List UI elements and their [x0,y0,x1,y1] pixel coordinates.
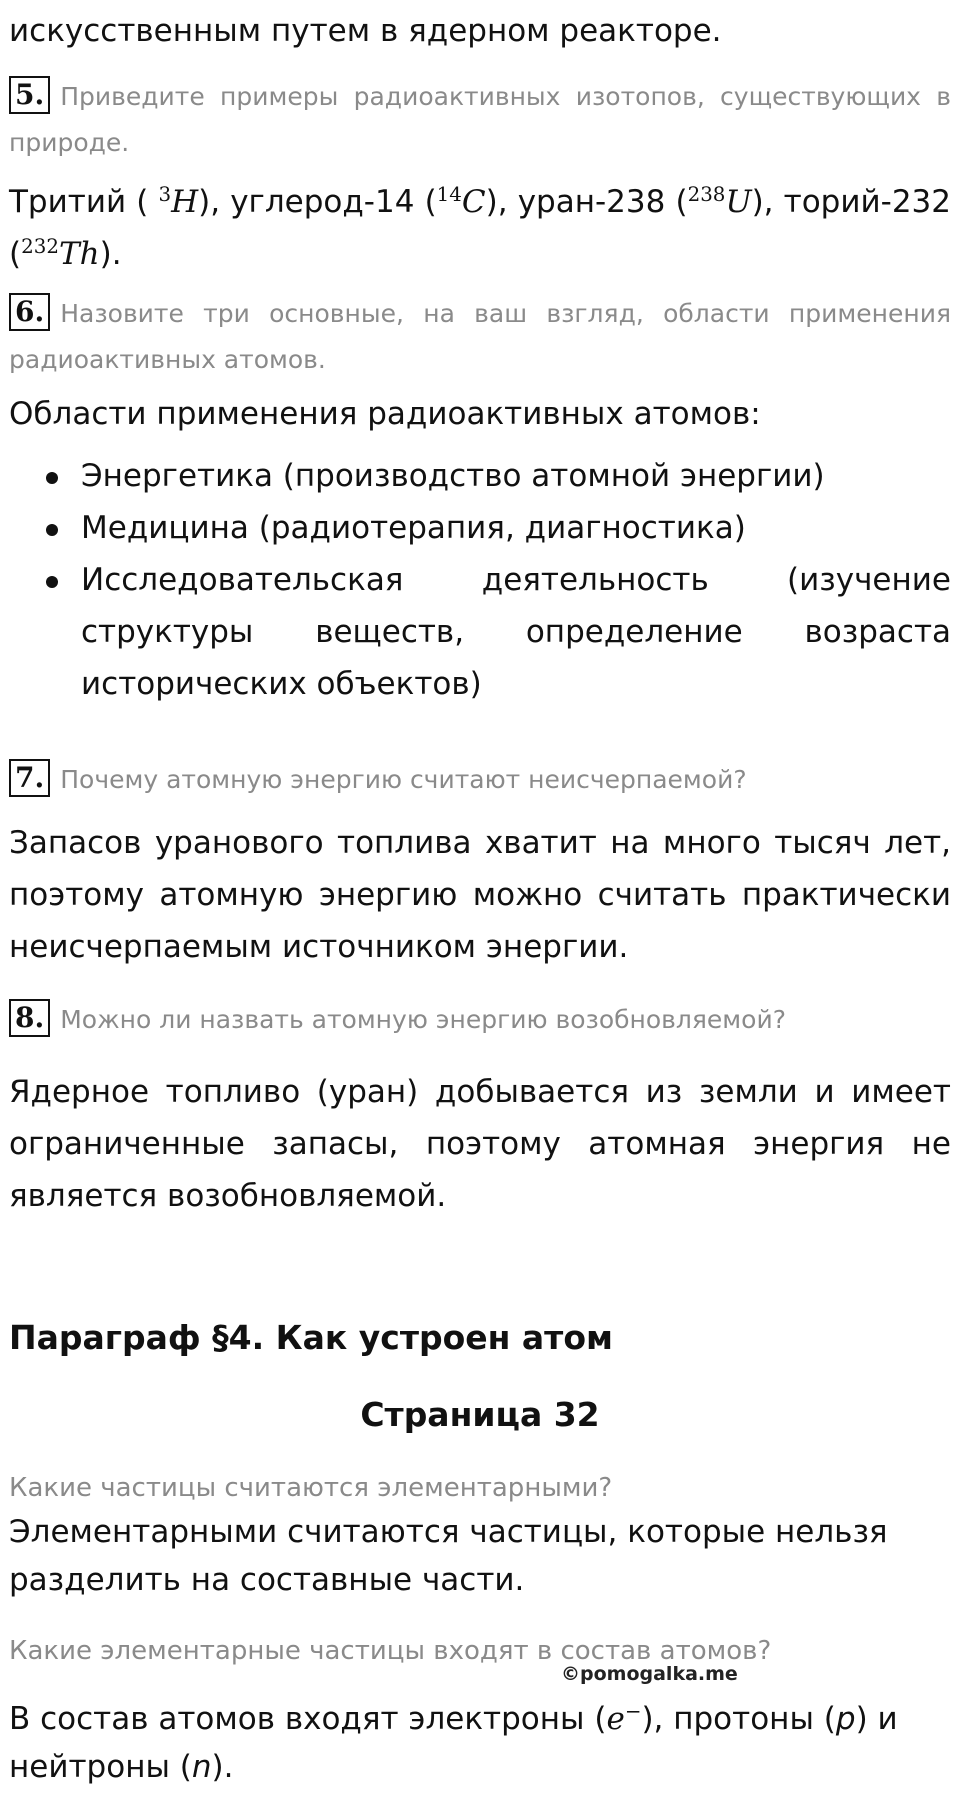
formula-carbon-14: C [461,184,486,220]
intro-text: искусственным путем в ядерном реакторе. [9,13,722,49]
formula-thorium-232: Th [58,236,100,272]
question-6-text: Назовите три основные, на ваш взгляд, области применения радиоактивных атомов. [9,299,951,374]
section-question-1: Какие частицы считаются элементарными? [9,1473,613,1503]
formula-uranium-238: U [725,184,752,220]
answer-7: Запасов уранового топлива хватит на много тысяч лет, поэтому атомную энергию можно считать практически неисчерпаемым источником энергии. [9,825,951,965]
question-number-5: 5. [9,76,50,114]
answer-6-intro: Области применения радиоактивных атомов: [9,396,761,432]
section-answer-2: В состав атомов входят электроны (e−), протоны (p) и нейтроны (n). [9,1700,898,1785]
intro-line [9,5,951,57]
formula-proton: p [835,1701,856,1737]
question-7 [9,757,951,803]
question-6 [9,291,951,383]
list-item: Медицина (радиотерапия, диагностика) [9,502,951,554]
formula-electron: e [606,1701,625,1737]
section-title: Параграф §4. Как устроен атом [9,1318,613,1357]
answer-5: Тритий ( $^3$H), углерод-14 ($^{14}$C), уран-238 ($^{238}$U), торий-232 ($^{232}$Th). [9,183,952,272]
question-5-text: Приведите примеры радиоактивных изотопов, существующих в природе. [9,82,951,157]
answer-6-list [9,450,951,710]
formula-neutron: n [191,1749,212,1785]
watermark: ©pomogalka.me [561,1663,738,1685]
section-question-2: Какие элементарные частицы входят в состав атомов? [9,1636,772,1666]
question-7-text: Почему атомную энергию считают неисчерпаемой? [60,765,747,794]
answer-8: Ядерное топливо (уран) добывается из земли и имеет ограниченные запасы, поэтому атомная энергия не является возобновляемой. [9,1074,951,1214]
list-item: Энергетика (производство атомной энергии) [9,450,951,502]
formula-tritium: H [171,184,199,220]
question-8 [9,997,951,1043]
question-number-7: 7. [9,759,50,797]
page-title: Страница 32 [360,1395,600,1434]
question-5 [9,74,951,166]
question-8-text: Можно ли назвать атомную энергию возобновляемой? [60,1005,786,1034]
section-answer-1: Элементарными считаются частицы, которые нельзя разделить на составные части. [9,1514,888,1598]
list-item: Исследовательская деятельность (изучение структуры веществ, определение возраста исторических объектов) [9,554,951,710]
question-number-6: 6. [9,293,50,331]
question-number-8: 8. [9,999,50,1037]
